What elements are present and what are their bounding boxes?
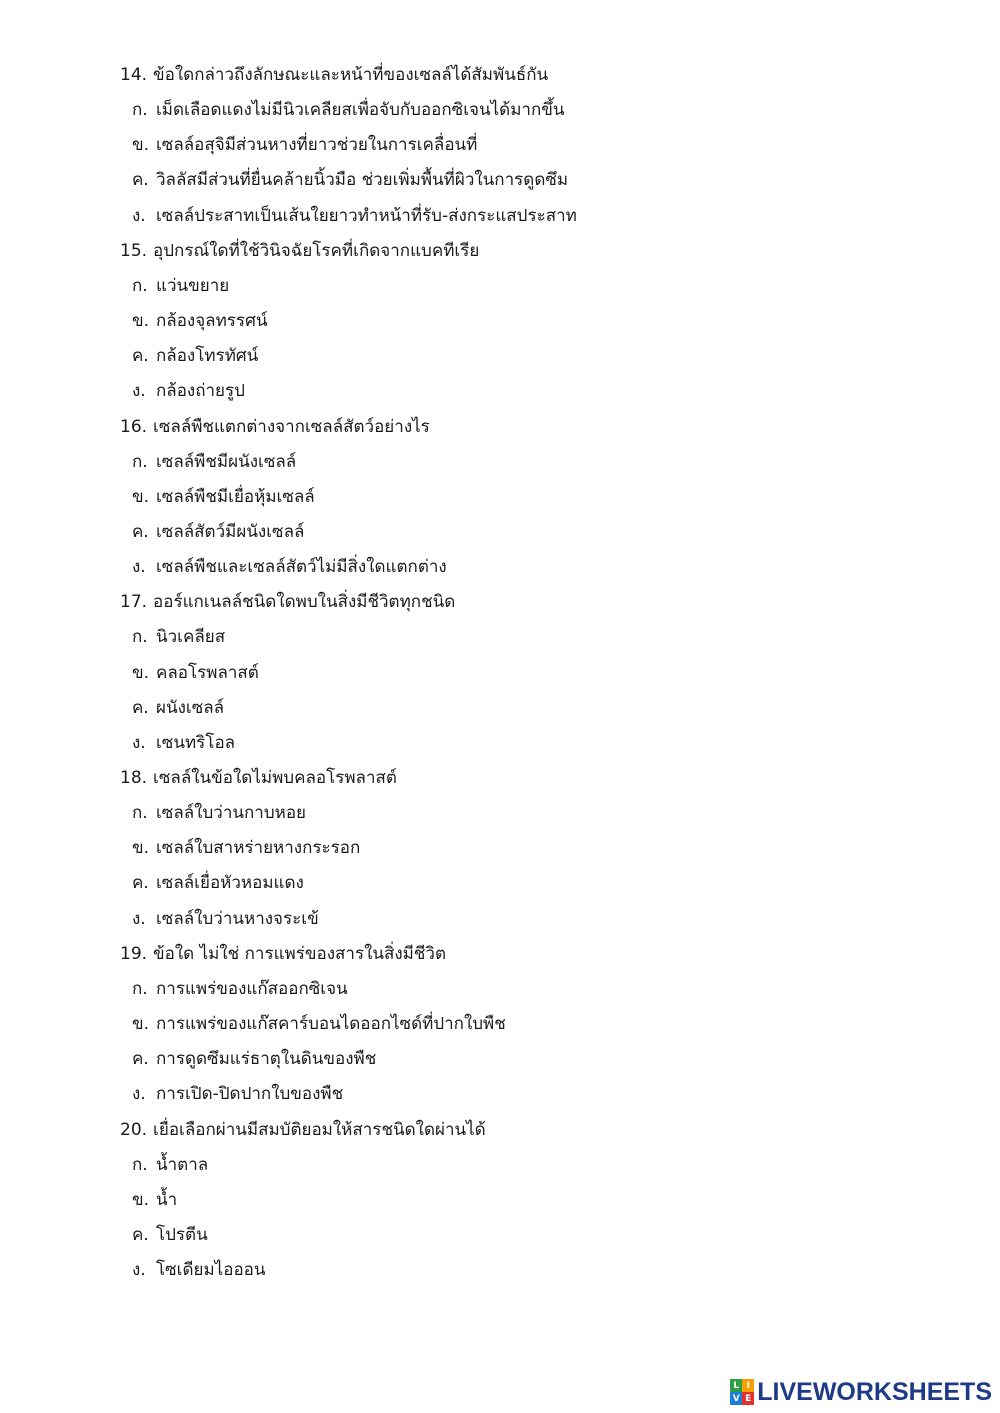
answer-option[interactable] <box>132 555 447 579</box>
question-16 <box>120 415 430 439</box>
option-label: ค. <box>132 1049 149 1070</box>
answer-option[interactable] <box>132 1012 506 1036</box>
option-text: โซเดียมไอออน <box>156 1260 266 1281</box>
option-text: กล้องจุลทรรศน์ <box>156 311 268 331</box>
option-text: เซนทริโอล <box>156 732 236 753</box>
question-15 <box>120 239 479 263</box>
option-text: น้ำ <box>156 1189 178 1210</box>
option-label: ก. <box>132 100 148 121</box>
option-label: ข. <box>132 1014 150 1034</box>
logo-mark-letter: E <box>742 1392 754 1405</box>
option-text: เซลล์เยื่อหัวหอมแดง <box>156 873 304 894</box>
answer-option[interactable] <box>132 696 224 720</box>
answer-option[interactable] <box>132 731 235 755</box>
option-text: ผนังเซลล์ <box>156 697 225 718</box>
question-number: 18. <box>120 768 148 788</box>
option-text: เซลล์ประสาทเป็นเส้นใยยาวทำหน้าที่รับ-ส่งกระแสประสาท <box>156 205 577 226</box>
question-20 <box>120 1118 486 1142</box>
question-text: เซลล์ในข้อใดไม่พบคลอโรพลาสต์ <box>153 768 397 788</box>
option-text: เซลล์ใบสาหร่ายหางกระรอก <box>156 838 361 859</box>
answer-option[interactable] <box>132 1153 208 1177</box>
answer-option[interactable] <box>132 98 564 122</box>
question-text: ออร์แกเนลล์ชนิดใดพบในสิ่งมีชีวิตทุกชนิด <box>153 592 456 613</box>
answer-option[interactable] <box>132 485 315 509</box>
option-label: ก. <box>132 627 148 648</box>
question-number: 14. <box>120 65 148 85</box>
option-label: ก. <box>132 451 148 472</box>
question-number: 16. <box>120 416 148 437</box>
option-label: ง. <box>132 1084 146 1105</box>
option-label: ข. <box>132 838 150 859</box>
liveworksheets-logo[interactable] <box>730 1377 992 1407</box>
answer-option[interactable] <box>132 661 259 685</box>
option-label: ก. <box>132 978 148 999</box>
option-text: เซลล์พืชและเซลล์สัตว์ไม่มีสิ่งใดแตกต่าง <box>156 557 447 578</box>
question-text: ข้อใด ไม่ใช่ การแพร่ของสารในสิ่งมีชีวิต <box>153 943 446 964</box>
answer-option[interactable] <box>132 168 568 192</box>
logo-mark-letter: L <box>730 1379 742 1392</box>
answer-option[interactable] <box>132 907 319 931</box>
answer-option[interactable] <box>132 1188 177 1212</box>
answer-option[interactable] <box>132 977 348 1001</box>
option-label: ค. <box>132 1225 149 1245</box>
option-label: ค. <box>132 697 149 718</box>
option-text: เซลล์พืชมีผนังเซลล์ <box>156 451 297 472</box>
question-number: 19. <box>120 943 148 964</box>
answer-option[interactable] <box>132 1082 343 1106</box>
option-text: เซลล์ใบว่านหางจระเข้ <box>156 908 319 929</box>
answer-option[interactable] <box>132 450 296 474</box>
question-number: 20. <box>120 1119 148 1140</box>
answer-option[interactable] <box>132 1258 266 1282</box>
option-label: ค. <box>132 170 149 191</box>
logo-mark-letter: I <box>742 1379 754 1392</box>
answer-option[interactable] <box>132 625 225 649</box>
question-text: เยื่อเลือกผ่านมีสมบัติยอมให้สารชนิดใดผ่านได้ <box>153 1119 486 1140</box>
option-text: การแพร่ของแก๊สคาร์บอนไดออกไซด์ที่ปากใบพืช <box>156 1014 506 1034</box>
liveworksheets-logo-icon <box>730 1379 754 1405</box>
answer-option[interactable] <box>132 520 304 544</box>
option-label: ข. <box>132 1189 150 1210</box>
option-label: ง. <box>132 557 146 578</box>
answer-option[interactable] <box>132 1223 208 1247</box>
logo-wordmark: LIVEWORKSHEETS <box>757 1378 992 1406</box>
option-text: เซลล์อสุจิมีส่วนหางที่ยาวช่วยในการเคลื่อนที่ <box>156 135 478 156</box>
option-text: เซลล์พืชมีเยื่อหุ้มเซลล์ <box>156 486 315 507</box>
answer-option[interactable] <box>132 871 304 895</box>
option-label: ค. <box>132 522 149 542</box>
option-label: ค. <box>132 873 149 894</box>
option-text: นิวเคลียส <box>156 627 226 648</box>
option-label: ข. <box>132 311 150 331</box>
option-label: ข. <box>132 662 150 683</box>
option-label: ง. <box>132 908 146 929</box>
option-text: กล้องถ่ายรูป <box>156 381 245 402</box>
option-text: โปรตีน <box>156 1225 208 1245</box>
question-number: 15. <box>120 240 148 261</box>
answer-option[interactable] <box>132 1047 376 1071</box>
option-text: เซลล์ใบว่านกาบหอย <box>156 803 306 824</box>
option-text: การเปิด-ปิดปากใบของพืช <box>156 1084 344 1105</box>
question-17 <box>120 590 455 614</box>
answer-option[interactable] <box>132 133 477 157</box>
question-18 <box>120 766 397 790</box>
question-text: ข้อใดกล่าวถึงลักษณะและหน้าที่ของเซลล์ได้สัมพันธ์กัน <box>153 65 549 85</box>
option-text: การแพร่ของแก๊สออกซิเจน <box>156 978 348 999</box>
question-19 <box>120 942 446 966</box>
option-label: ข. <box>132 486 150 507</box>
option-label: ก. <box>132 1154 148 1175</box>
option-text: วิลลัสมีส่วนที่ยื่นคล้ายนิ้วมือ ช่วยเพิ่มพื้นที่ผิวในการดูดซึม <box>156 170 569 191</box>
question-text: อุปกรณ์ใดที่ใช้วินิจฉัยโรคที่เกิดจากแบคทีเรีย <box>153 240 480 261</box>
option-label: ง. <box>132 1260 146 1281</box>
option-text: เซลล์สัตว์มีผนังเซลล์ <box>156 522 305 542</box>
question-14 <box>120 63 548 87</box>
answer-option[interactable] <box>132 204 577 228</box>
option-text: น้ำตาล <box>156 1154 209 1175</box>
logo-mark-letter: V <box>730 1392 742 1405</box>
option-label: ง. <box>132 381 146 402</box>
answer-option[interactable] <box>132 836 360 860</box>
option-label: ข. <box>132 135 150 156</box>
option-text: คลอโรพลาสต์ <box>156 662 259 683</box>
question-text: เซลล์พืชแตกต่างจากเซลล์สัตว์อย่างไร <box>153 416 430 437</box>
option-label: ก. <box>132 803 148 824</box>
question-number: 17. <box>120 592 148 613</box>
option-text: เม็ดเลือดแดงไม่มีนิวเคลียสเพื่อจับกับออกซิเจนได้มากขึ้น <box>156 100 565 121</box>
option-text: แว่นขยาย <box>156 275 230 296</box>
option-label: ก. <box>132 275 148 296</box>
option-text: การดูดซึมแร่ธาตุในดินของพืช <box>156 1049 377 1070</box>
option-label: ง. <box>132 732 146 753</box>
answer-option[interactable] <box>132 274 229 298</box>
answer-option[interactable] <box>132 344 258 368</box>
option-label: ง. <box>132 205 146 226</box>
option-text: กล้องโทรทัศน์ <box>156 346 259 367</box>
answer-option[interactable] <box>132 379 245 403</box>
option-label: ค. <box>132 346 149 367</box>
answer-option[interactable] <box>132 309 267 333</box>
answer-option[interactable] <box>132 801 306 825</box>
